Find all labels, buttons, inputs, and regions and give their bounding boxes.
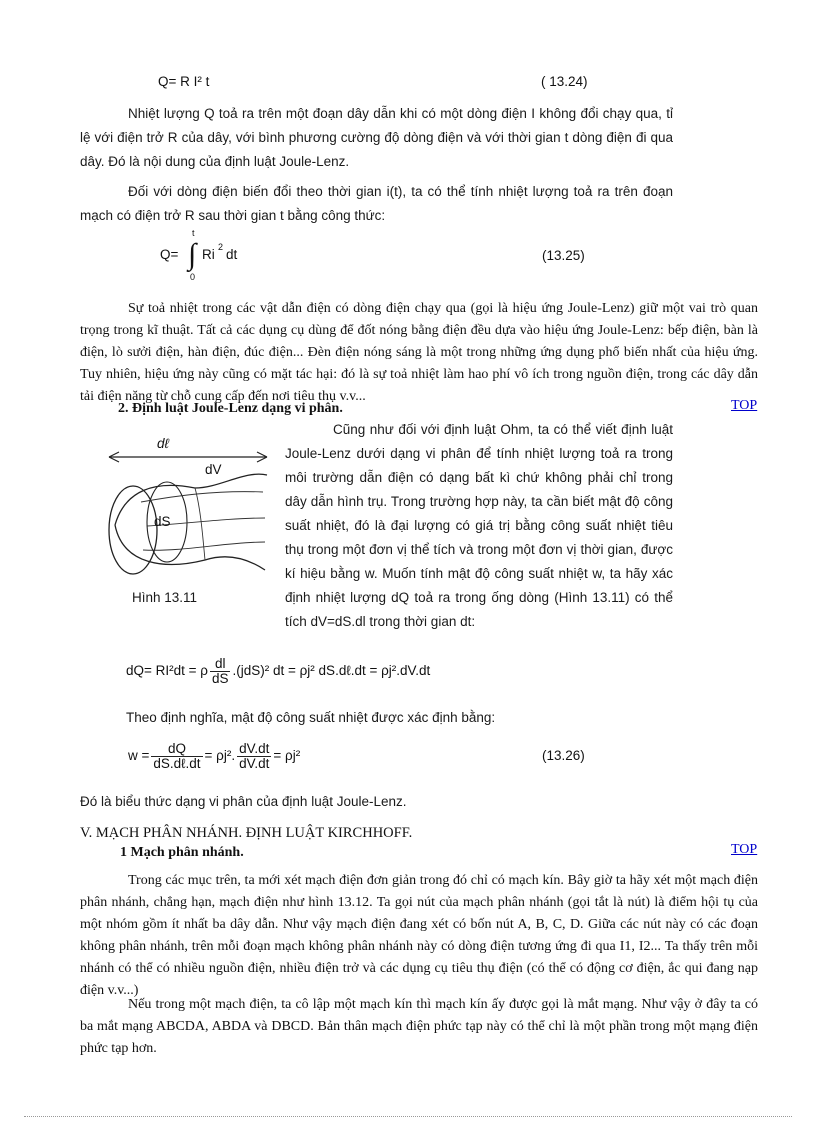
eq-dQ-part2: .(jdS)² dt = ρj² dS.dℓ.dt = ρj².dV.dt [232,663,431,678]
paragraph-joule-effect: Sự toả nhiệt trong các vật dẫn điện có dòng điện chạy qua (gọi là hiệu ứng Joule-Lenz) giữ một vai trò quan trọng trong kĩ thuật. Tất cả các dụng cụ dùng để đốt nóng bằng điện đều dựa vào hiệu ứng Joule-Lenz: bếp điện, bàn là điện, lò sưởi điện, hàn điện, đúc điện... Đèn điện nóng sáng là một trong những ứng dụng phổ biến nhất của hiệu ứng. Tuy nhiên, hiệu ứng này cũng có mặt tác hại: đó là sự toả nhiệt làm hao phí vô ích trong nguồn điện, trong các dây dẫn tải điện năng từ chỗ cung cấp đến nơi tiêu thụ v.v... [80,301,758,404]
eq-13-26-mid: = ρj². [204,748,236,763]
eq-13-25-lhs: Q= [160,247,179,262]
eq-13-26-f1-den: dS.dℓ.dt [153,755,201,771]
eq-dQ-fraction [210,657,231,686]
equation-dQ [126,654,430,688]
tube-divider [195,488,205,560]
equation-number-13-25: (13.25) [542,248,585,263]
eq-13-25-power: 2 [218,242,224,252]
tube-bottom-edge [115,525,265,570]
eq-dQ-frac-num: dl [210,657,231,672]
top-link-2[interactable]: TOP [731,842,758,857]
page-divider [24,1116,792,1117]
equation-13-24: Q= R I² t [158,74,210,89]
section-heading-joule-differential: 2. Định luật Joule-Lenz dạng vi phân. [118,401,343,416]
eq-13-26-f2-den: dV.dt [239,755,270,771]
paragraph-branched-circuit: Trong các mục trên, ta mới xét mạch điện đơn giản trong đó chỉ có mạch kín. Bây giờ ta hãy xét một mạch điện phân nhánh, chẳng hạn, mạch điện như hình 13.12. Ta gọi nút của mạch phân nhánh (gọi tắt là nút) là điểm hội tụ của một nhóm gồm ít nhất ba dây dẫn. Như vậy mạch điện đang xét có bốn nút A, B, C, D. Giữa các nút này có các đoạn không phân nhánh, trên mỗi đoạn mạch không phân nhánh này có dòng điện tương ứng đi qua I1, I2... Ta thấy trên mỗi nhánh có thể có nhiều nguồn điện, nhiều điện trở và các dụng cụ tiêu thụ điện (có thể có động cơ điện, ắc qui đang nạp điện v.v...) [80,873,758,998]
figure-label-dS: dS [154,514,171,529]
equation-number-13-26: (13.26) [542,748,585,763]
eq-13-25-upper-limit: t [192,228,195,238]
equation-13-25 [160,228,280,284]
eq-13-26-rhs: = ρj² [273,748,301,763]
figure-caption: Hình 13.11 [132,590,198,605]
figure-current-tube [95,430,275,580]
section-heading-branched-circuit: V. MẠCH PHÂN NHÁNH. ĐỊNH LUẬT KIRCHHOFF. [80,825,413,841]
eq-13-26-fraction-2 [237,742,271,771]
figure-label-dV: dV [205,462,222,477]
paragraph-differential-form: Cũng như đối với định luật Ohm, ta có thể viết định luật Joule-Lenz dưới dạng vi phân để tính nhiệt lượng toả ra trong môi trường dẫn điện có dạng bất kì chứ không phải chỉ trong dây dẫn hình trụ. Trong trường hợp này, ta cần biết mật độ công suất nhiệt, đó là đại lượng có giá trị bằng công suất nhiệt tiêu thụ trong một đơn vị thể tích và trong một đơn vị thời gian, được kí hiệu bằng w. Muốn tính mật độ công suất nhiệt w, ta hãy xác định nhiệt lượng dQ toả ra trong ống dòng (Hình 13.11) có thể tích dV=dS.dl trong thời gian dt: [285,422,673,629]
integral-sign: ∫ [188,238,197,271]
figure-label-dl: dℓ [157,436,169,451]
tube-top-edge [115,474,267,525]
eq-dQ-part1: dQ= RI²dt = ρ [126,663,208,678]
eq-13-26-lhs: w = [128,748,150,763]
eq-13-25-dt: dt [226,247,238,262]
paragraph-varying-current: Đối với dòng điện biến đổi theo thời gian i(t), ta có thể tính nhiệt lượng toả ra trên đoạn mạch có điện trở R sau thời gian t bằng công thức: [80,184,673,223]
paragraph-joule-law: Nhiệt lượng Q toả ra trên một đoạn dây dẫn khi có một dòng điện I không đổi chạy qua, tỉ lệ với điện trở R của dây, với bình phương cường độ dòng điện và với thời gian t dòng điện đi qua dây. Đó là nội dung của định luật Joule-Lenz. [80,106,673,169]
flow-line-1 [141,492,263,502]
eq-13-25-integrand: Ri [202,247,215,262]
eq-13-26-f2-num: dV.dt [239,740,270,756]
eq-13-26-f1-num: dQ [151,742,202,757]
equation-number-13-24: ( 13.24) [541,74,588,89]
paragraph-conclusion: Đó là biểu thức dạng vi phân của định luật Joule-Lenz. [80,794,407,809]
eq-13-25-lower-limit: 0 [190,272,196,282]
eq-dQ-frac-den: dS [211,670,229,686]
eq-13-26-fraction-1 [151,742,202,771]
top-link-1[interactable]: TOP [731,398,758,413]
equation-13-26 [128,738,300,774]
subsection-heading-branched-circuit: 1 Mạch phân nhánh. [120,845,244,860]
paragraph-mesh: Nếu trong một mạch điện, ta cô lập một mạch kín thì mạch kín ấy được gọi là mắt mạng. Như vậy ở đây ta có ba mắt mạng ABCDA, ABDA và DBCD. Bản thân mạch điện phức tạp này có thể chỉ là một phần trong một mạng điện phức tạp hơn. [80,997,758,1056]
paragraph-definition: Theo định nghĩa, mật độ công suất nhiệt được xác định bằng: [126,710,496,725]
